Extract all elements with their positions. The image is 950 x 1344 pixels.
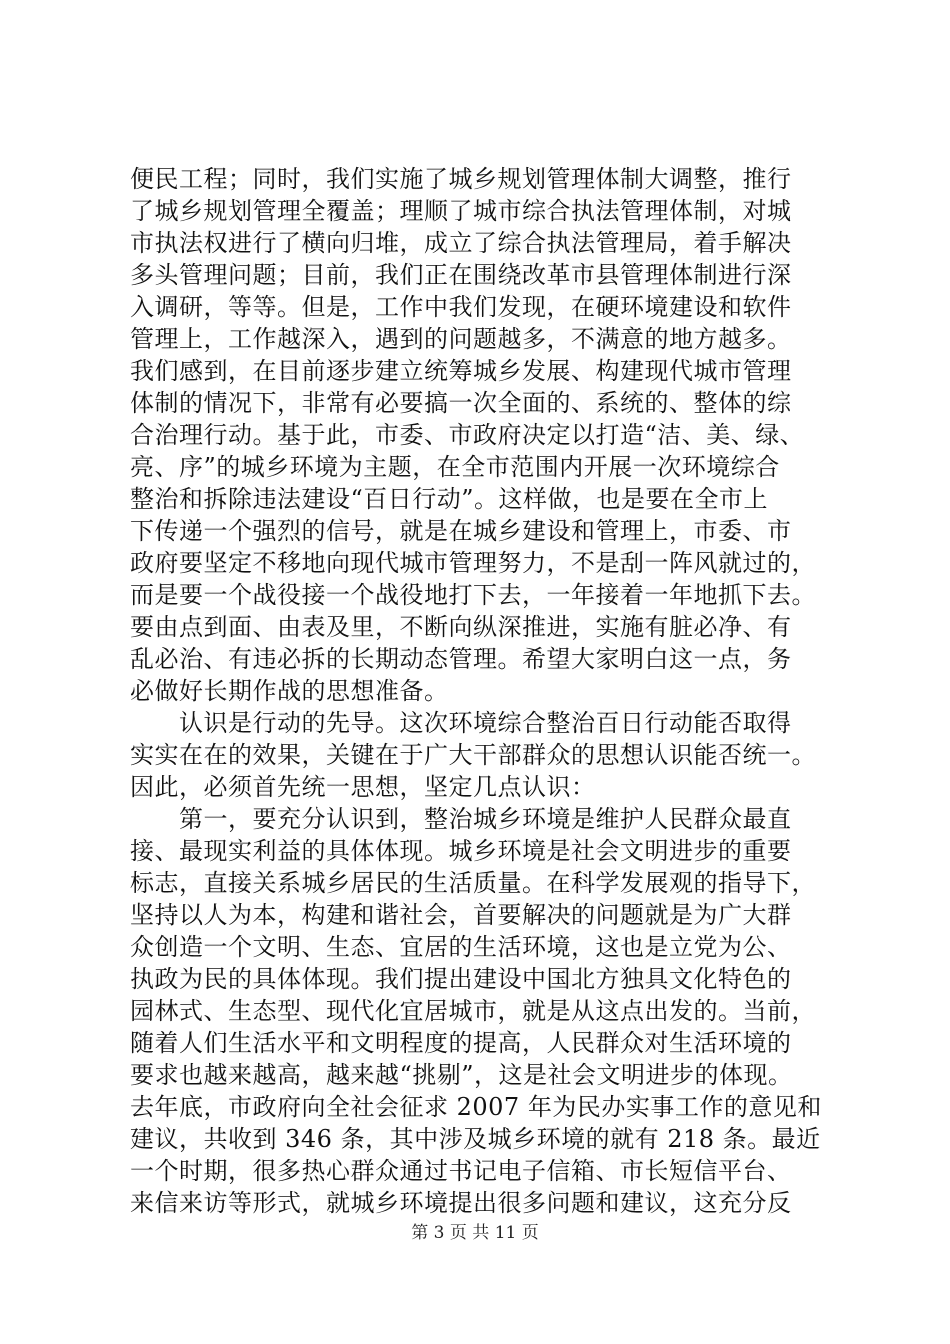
text-line: 下传递一个强烈的信号，就是在城乡建设和管理上，市委、市 [130,517,792,545]
text-line: 标志，直接关系城乡居民的生活质量。在科学发展观的指导下， [130,869,816,897]
text-line: 亮、序”的城乡环境为主题，在全市范围内开展一次环境综合 [130,453,780,481]
text-line: 我们感到，在目前逐步建立统筹城乡发展、构建现代城市管理 [130,357,792,385]
text-line: 接、最现实利益的具体体现。城乡环境是社会文明进步的重要 [130,837,792,865]
text-line: 执政为民的具体体现。我们提出建设中国北方独具文化特色的 [130,965,792,993]
text-line: 因此，必须首先统一思想，坚定几点认识： [130,773,596,801]
text-line: 随着人们生活水平和文明程度的提高，人民群众对生活环境的 [130,1029,792,1057]
text-line: 便民工程；同时，我们实施了城乡规划管理体制大调整，推行 [130,165,792,193]
text-line: 第一，要充分认识到，整治城乡环境是维护人民群众最直 [130,805,792,833]
text-line: 必做好长期作战的思想准备。 [130,677,449,705]
text-line: 园林式、生态型、现代化宜居城市，就是从这点出发的。当前， [130,997,816,1025]
text-line: 众创造一个文明、生态、宜居的生活环境，这也是立党为公、 [130,933,792,961]
text-line: 政府要坚定不移地向现代城市管理努力，不是刮一阵风就过的， [130,549,816,577]
text-line: 了城乡规划管理全覆盖；理顺了城市综合执法管理体制，对城 [130,197,792,225]
text-line: 坚持以人为本，构建和谐社会，首要解决的问题就是为广大群 [130,901,792,929]
text-line: 整治和拆除违法建设“百日行动”。这样做，也是要在全市上 [130,485,769,513]
text-line: 管理上，工作越深入，遇到的问题越多，不满意的地方越多。 [130,325,792,353]
text-line: 认识是行动的先导。这次环境综合整治百日行动能否取得 [130,709,792,737]
text-line: 要求也越来越高，越来越“挑剔”，这是社会文明进步的体现。 [130,1061,793,1089]
text-line: 一个时期，很多热心群众通过书记电子信箱、市长短信平台、 [130,1157,792,1185]
text-line: 要由点到面、由表及里，不断向纵深推进，实施有脏必净、有 [130,613,792,641]
body-text [130,163,840,1219]
text-line: 而是要一个战役接一个战役地打下去，一年接着一年地抓下去。 [130,581,816,609]
text-line: 体制的情况下，非常有必要搞一次全面的、系统的、整体的综 [130,389,792,417]
text-line: 建议，共收到 346 条，其中涉及城乡环境的就有 218 条。最近 [130,1125,821,1153]
page-number-footer: 第 3 页 共 11 页 [411,1223,539,1243]
text-line: 乱必治、有违必拆的长期动态管理。希望大家明白这一点，务 [130,645,792,673]
text-line: 合治理行动。基于此，市委、市政府决定以打造“洁、美、绿、 [130,421,805,449]
text-line: 市执法权进行了横向归堆，成立了综合执法管理局，着手解决 [130,229,792,257]
text-line: 多头管理问题；目前，我们正在围绕改革市县管理体制进行深 [130,261,792,289]
text-line: 入调研，等等。但是，工作中我们发现，在硬环境建设和软件 [130,293,792,321]
text-line: 来信来访等形式，就城乡环境提出很多问题和建议，这充分反 [130,1189,792,1217]
text-line: 实实在在的效果，关键在于广大干部群众的思想认识能否统一。 [130,741,816,769]
text-line: 去年底，市政府向全社会征求 2007 年为民办实事工作的意见和 [130,1093,822,1121]
